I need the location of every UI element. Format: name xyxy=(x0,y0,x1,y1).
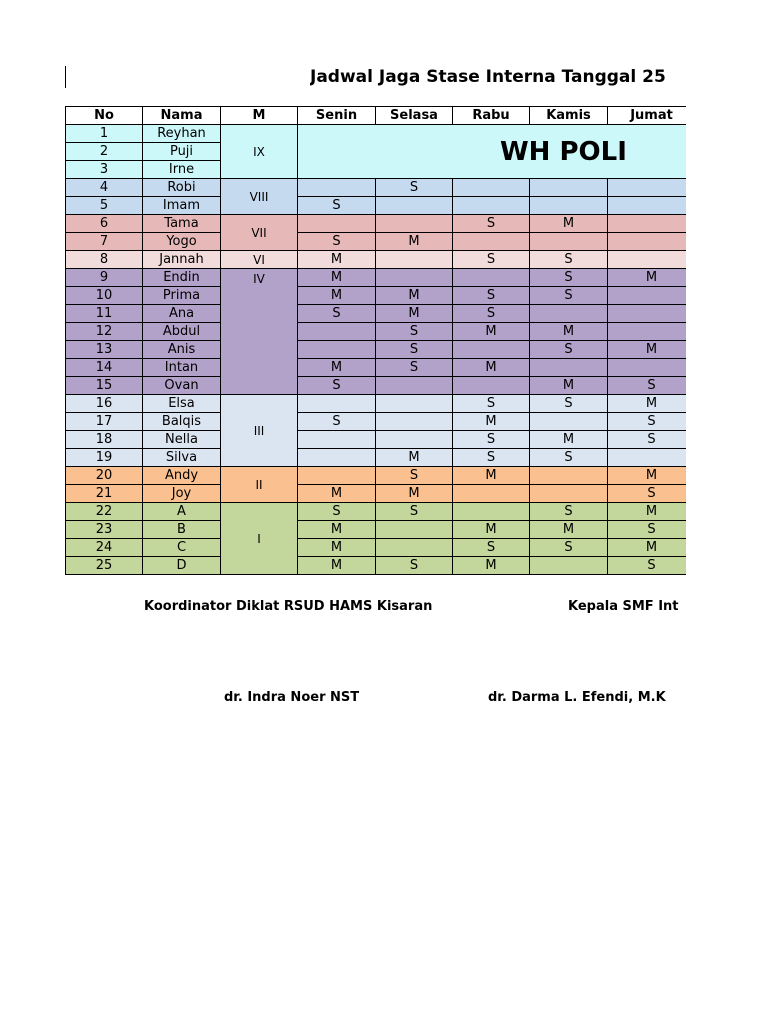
cell-kamis xyxy=(530,413,608,431)
cell-no: 24 xyxy=(66,539,143,557)
cell-no: 13 xyxy=(66,341,143,359)
cell-selasa: M xyxy=(376,287,453,305)
cell-senin xyxy=(298,323,376,341)
cell-no: 6 xyxy=(66,215,143,233)
cell-no: 12 xyxy=(66,323,143,341)
cell-selasa: S xyxy=(376,341,453,359)
cell-kamis: M xyxy=(530,431,608,449)
cell-senin: M xyxy=(298,485,376,503)
cell-nama: Balqis xyxy=(143,413,221,431)
cell-no: 7 xyxy=(66,233,143,251)
cell-selasa xyxy=(376,413,453,431)
cell-kamis: S xyxy=(530,287,608,305)
cell-nama: Intan xyxy=(143,359,221,377)
cell-kamis xyxy=(530,233,608,251)
cell-jumat xyxy=(608,287,687,305)
group-label: VIII xyxy=(221,179,298,215)
group-label: III xyxy=(221,395,298,467)
cell-nama: Prima xyxy=(143,287,221,305)
cell-kamis: M xyxy=(530,323,608,341)
cell-nama: Andy xyxy=(143,467,221,485)
cell-senin xyxy=(298,341,376,359)
cell-kamis xyxy=(530,305,608,323)
cell-no: 18 xyxy=(66,431,143,449)
header-no: No xyxy=(66,107,143,125)
group-label: II xyxy=(221,467,298,503)
cell-no: 4 xyxy=(66,179,143,197)
header-selasa: Selasa xyxy=(376,107,453,125)
cell-rabu xyxy=(453,197,530,215)
cell-jumat: S xyxy=(608,485,687,503)
schedule-sheet xyxy=(65,106,686,582)
cell-nama: D xyxy=(143,557,221,575)
cell-rabu: M xyxy=(453,359,530,377)
table-row xyxy=(66,431,687,449)
table-row xyxy=(66,305,687,323)
cell-selasa xyxy=(376,431,453,449)
cell-nama: Nella xyxy=(143,431,221,449)
cell-jumat xyxy=(608,359,687,377)
cell-no: 14 xyxy=(66,359,143,377)
cell-kamis: M xyxy=(530,521,608,539)
header-m: M xyxy=(221,107,298,125)
cell-no: 25 xyxy=(66,557,143,575)
cell-no: 20 xyxy=(66,467,143,485)
group-label: IX xyxy=(221,125,298,179)
cell-senin: M xyxy=(298,539,376,557)
schedule-table xyxy=(65,106,686,575)
cell-selasa xyxy=(376,521,453,539)
group-label: VII xyxy=(221,215,298,251)
cell-rabu: M xyxy=(453,467,530,485)
cell-senin xyxy=(298,449,376,467)
cell-kamis: M xyxy=(530,215,608,233)
cell-no: 10 xyxy=(66,287,143,305)
left-signatory-name: dr. Indra Noer NST xyxy=(224,690,360,705)
cell-nama: Endin xyxy=(143,269,221,287)
header-kamis: Kamis xyxy=(530,107,608,125)
cell-jumat: M xyxy=(608,395,687,413)
cell-senin: M xyxy=(298,269,376,287)
table-row xyxy=(66,215,687,233)
cell-rabu: S xyxy=(453,449,530,467)
cell-selasa: M xyxy=(376,449,453,467)
cell-kamis: S xyxy=(530,395,608,413)
cell-senin: M xyxy=(298,287,376,305)
cell-senin: M xyxy=(298,251,376,269)
table-row xyxy=(66,485,687,503)
table-row xyxy=(66,197,687,215)
header-jumat: Jumat xyxy=(608,107,687,125)
cell-kamis: S xyxy=(530,251,608,269)
cell-no: 17 xyxy=(66,413,143,431)
cell-jumat xyxy=(608,233,687,251)
cell-selasa: S xyxy=(376,359,453,377)
cell-selasa xyxy=(376,377,453,395)
cell-selasa: M xyxy=(376,485,453,503)
table-row xyxy=(66,179,687,197)
cell-no: 3 xyxy=(66,161,143,179)
table-row xyxy=(66,449,687,467)
cell-selasa xyxy=(376,251,453,269)
cell-rabu: M xyxy=(453,323,530,341)
cell-nama: Silva xyxy=(143,449,221,467)
cell-nama: Abdul xyxy=(143,323,221,341)
cell-nama: Tama xyxy=(143,215,221,233)
cell-no: 8 xyxy=(66,251,143,269)
cell-jumat: S xyxy=(608,413,687,431)
cell-rabu xyxy=(453,503,530,521)
cell-selasa: S xyxy=(376,323,453,341)
cell-rabu xyxy=(453,179,530,197)
wh-poli-label: WH POLI xyxy=(298,125,687,179)
table-row xyxy=(66,467,687,485)
table-row xyxy=(66,503,687,521)
cell-nama: Joy xyxy=(143,485,221,503)
cell-selasa xyxy=(376,395,453,413)
cell-nama: Anis xyxy=(143,341,221,359)
cell-rabu: S xyxy=(453,251,530,269)
header-rabu: Rabu xyxy=(453,107,530,125)
cell-jumat xyxy=(608,251,687,269)
cell-nama: Ana xyxy=(143,305,221,323)
cell-rabu xyxy=(453,269,530,287)
cell-rabu: S xyxy=(453,431,530,449)
cell-nama: Imam xyxy=(143,197,221,215)
group-label: IV xyxy=(221,269,298,395)
table-row xyxy=(66,377,687,395)
cell-kamis xyxy=(530,359,608,377)
cell-jumat: M xyxy=(608,341,687,359)
cell-no: 5 xyxy=(66,197,143,215)
cell-rabu: S xyxy=(453,215,530,233)
cell-senin: S xyxy=(298,413,376,431)
cell-kamis: S xyxy=(530,539,608,557)
cell-no: 2 xyxy=(66,143,143,161)
cell-jumat: S xyxy=(608,521,687,539)
cell-rabu xyxy=(453,485,530,503)
cell-jumat: M xyxy=(608,539,687,557)
cell-no: 23 xyxy=(66,521,143,539)
table-row xyxy=(66,233,687,251)
cell-senin: S xyxy=(298,197,376,215)
group-label: I xyxy=(221,503,298,575)
cell-no: 1 xyxy=(66,125,143,143)
cell-kamis: S xyxy=(530,341,608,359)
cell-senin: S xyxy=(298,503,376,521)
cell-kamis xyxy=(530,179,608,197)
cell-rabu: M xyxy=(453,557,530,575)
cell-nama: Ovan xyxy=(143,377,221,395)
table-row xyxy=(66,539,687,557)
table-row xyxy=(66,413,687,431)
cell-rabu: S xyxy=(453,287,530,305)
cell-nama: A xyxy=(143,503,221,521)
cell-nama: Yogo xyxy=(143,233,221,251)
cell-senin xyxy=(298,215,376,233)
table-row xyxy=(66,341,687,359)
cell-selasa xyxy=(376,197,453,215)
cell-no: 19 xyxy=(66,449,143,467)
cell-selasa: S xyxy=(376,179,453,197)
cell-senin: S xyxy=(298,233,376,251)
left-signatory-role: Koordinator Diklat RSUD HAMS Kisaran xyxy=(144,599,433,614)
cell-kamis xyxy=(530,467,608,485)
cell-nama: Jannah xyxy=(143,251,221,269)
cell-jumat: M xyxy=(608,503,687,521)
cell-selasa xyxy=(376,215,453,233)
cell-rabu xyxy=(453,341,530,359)
cell-senin xyxy=(298,395,376,413)
cell-senin: M xyxy=(298,557,376,575)
cell-senin: S xyxy=(298,305,376,323)
cell-nama: Puji xyxy=(143,143,221,161)
cell-no: 11 xyxy=(66,305,143,323)
cell-no: 22 xyxy=(66,503,143,521)
cell-jumat: S xyxy=(608,431,687,449)
header-nama: Nama xyxy=(143,107,221,125)
cell-kamis: S xyxy=(530,503,608,521)
cell-jumat xyxy=(608,323,687,341)
group-label: VI xyxy=(221,251,298,269)
cell-rabu: M xyxy=(453,521,530,539)
table-row xyxy=(66,359,687,377)
cell-jumat: M xyxy=(608,269,687,287)
cell-kamis: S xyxy=(530,269,608,287)
cell-jumat xyxy=(608,449,687,467)
table-row xyxy=(66,287,687,305)
cell-senin xyxy=(298,467,376,485)
cell-jumat xyxy=(608,197,687,215)
cell-senin xyxy=(298,431,376,449)
cell-senin xyxy=(298,179,376,197)
cell-rabu: S xyxy=(453,305,530,323)
table-row xyxy=(66,557,687,575)
cell-no: 21 xyxy=(66,485,143,503)
cell-jumat: M xyxy=(608,467,687,485)
table-row xyxy=(66,125,687,143)
right-signatory-role: Kepala SMF Int xyxy=(568,599,679,614)
cell-jumat xyxy=(608,215,687,233)
cell-rabu xyxy=(453,233,530,251)
cell-jumat: S xyxy=(608,557,687,575)
cell-senin: M xyxy=(298,521,376,539)
header-senin: Senin xyxy=(298,107,376,125)
cell-nama: C xyxy=(143,539,221,557)
cell-no: 16 xyxy=(66,395,143,413)
cell-senin: S xyxy=(298,377,376,395)
table-row xyxy=(66,269,687,287)
right-signatory-name: dr. Darma L. Efendi, M.K xyxy=(488,690,666,705)
table-row xyxy=(66,251,687,269)
table-row xyxy=(66,521,687,539)
cell-rabu: S xyxy=(453,539,530,557)
cell-selasa xyxy=(376,269,453,287)
cell-nama: B xyxy=(143,521,221,539)
cell-kamis: M xyxy=(530,377,608,395)
cell-kamis xyxy=(530,557,608,575)
cell-no: 9 xyxy=(66,269,143,287)
cell-selasa: M xyxy=(376,305,453,323)
cell-jumat: S xyxy=(608,377,687,395)
cell-rabu: M xyxy=(453,413,530,431)
cell-selasa: M xyxy=(376,233,453,251)
text-cursor xyxy=(65,66,66,88)
table-row xyxy=(66,323,687,341)
cell-nama: Elsa xyxy=(143,395,221,413)
cell-kamis: S xyxy=(530,449,608,467)
cell-jumat xyxy=(608,179,687,197)
cell-rabu: S xyxy=(453,395,530,413)
cell-nama: Irne xyxy=(143,161,221,179)
cell-rabu xyxy=(453,377,530,395)
table-row xyxy=(66,395,687,413)
cell-nama: Robi xyxy=(143,179,221,197)
cell-nama: Reyhan xyxy=(143,125,221,143)
cell-kamis xyxy=(530,485,608,503)
header-row xyxy=(66,107,687,125)
cell-senin: M xyxy=(298,359,376,377)
cell-selasa: S xyxy=(376,503,453,521)
cell-no: 15 xyxy=(66,377,143,395)
cell-selasa: S xyxy=(376,467,453,485)
page-title: Jadwal Jaga Stase Interna Tanggal 25 xyxy=(310,67,666,87)
cell-jumat xyxy=(608,305,687,323)
cell-selasa: S xyxy=(376,557,453,575)
cell-selasa xyxy=(376,539,453,557)
cell-kamis xyxy=(530,197,608,215)
